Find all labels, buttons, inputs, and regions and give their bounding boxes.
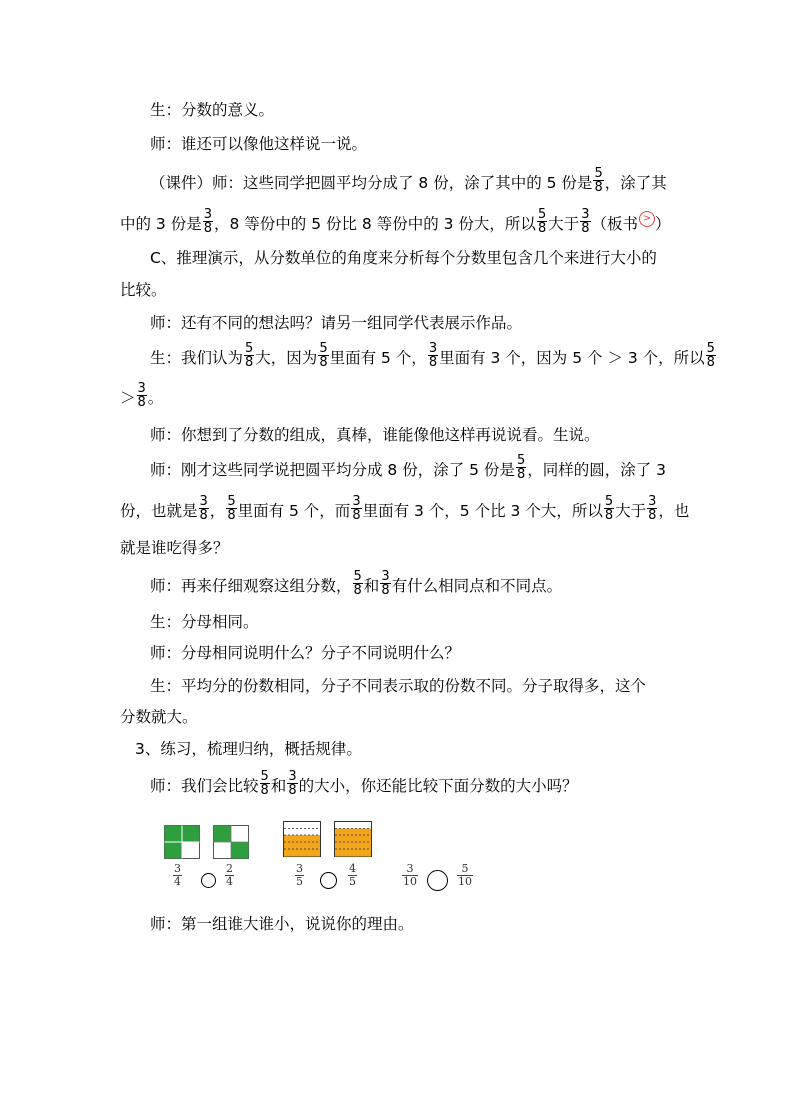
denominator: 8: [137, 395, 146, 410]
text: 里面有 5 个，而: [237, 502, 351, 520]
numerator: 5: [260, 769, 269, 784]
denominator: 8: [245, 355, 254, 370]
line-18: 分数就大。: [120, 708, 198, 726]
text: ，: [209, 502, 226, 520]
numerator: 2: [226, 862, 233, 875]
numerator: 3: [288, 769, 297, 784]
exercise-1-right: [224, 862, 235, 891]
container-three-fifths-figure: [283, 821, 321, 857]
text: ，同样的圆，涂了 3: [527, 461, 667, 479]
fraction-5-8: [244, 342, 254, 369]
denominator: 8: [537, 221, 547, 236]
line-21: 师：第一组谁大谁小，说说你的理由。: [150, 915, 414, 933]
line-10: 师：你想到了分数的组成，真棒，谁能像他这样再说说看。生说。: [150, 426, 600, 444]
denominator: 8: [203, 221, 212, 236]
line-11: [150, 453, 667, 484]
compare-circle-3[interactable]: [427, 870, 448, 891]
numerator: 3: [203, 207, 212, 222]
denominator: 5: [296, 875, 303, 888]
denominator: 10: [403, 875, 417, 888]
text: （板书: [591, 215, 639, 233]
numerator: 5: [537, 207, 547, 222]
line-3: [150, 166, 667, 197]
fraction-3-8: [137, 382, 147, 409]
numerator: 3: [428, 341, 438, 356]
numerator: 5: [457, 863, 473, 876]
denominator: 8: [706, 355, 715, 370]
line-4: [120, 207, 671, 238]
denominator: 8: [199, 508, 208, 523]
text: 和: [270, 777, 287, 795]
line-9: [120, 381, 164, 412]
text: ＞: [120, 389, 136, 407]
denominator: 8: [353, 583, 362, 598]
fraction-5-10: [457, 863, 473, 888]
denominator: 8: [319, 355, 328, 370]
fraction-5-8: [706, 342, 716, 369]
exercise-1-left: [172, 862, 183, 891]
numerator: 5: [353, 569, 362, 584]
compare-circle-1[interactable]: [201, 873, 216, 888]
denominator: 8: [604, 508, 614, 523]
denominator: 8: [648, 508, 657, 523]
numerator: 5: [319, 341, 328, 356]
container-four-fifths-figure: [334, 821, 372, 857]
fraction-3-8: [351, 495, 361, 522]
denominator: 8: [381, 583, 390, 598]
fraction-3-8: [203, 208, 213, 235]
denominator: 4: [226, 875, 233, 888]
line-13: 就是谁吃得多？: [120, 539, 229, 557]
text: ，涂了其: [604, 174, 667, 192]
numerator: 5: [604, 494, 614, 509]
square-two-quarters-figure: [213, 825, 249, 859]
denominator: 8: [288, 783, 297, 798]
text: 。: [147, 389, 164, 407]
numerator: 5: [594, 166, 603, 181]
numerator: 3: [296, 862, 303, 875]
fraction-3-8: [647, 495, 657, 522]
exercise-2-right: [347, 862, 358, 891]
text: 的大小，你还能比较下面分数的大小吗？: [298, 777, 578, 795]
fraction-5-8: [593, 167, 603, 194]
fraction-5-8: [318, 342, 328, 369]
text: 大于: [615, 502, 647, 520]
text: ，也: [658, 502, 690, 520]
text: 里面有 3 个，因为 5 个 ＞ 3 个，所以: [439, 349, 705, 367]
square-three-quarters-figure: [164, 825, 200, 859]
fraction-3-8: [199, 495, 209, 522]
fraction-3-8: [580, 208, 590, 235]
text: ）: [655, 215, 671, 233]
fraction-5-8: [516, 454, 526, 481]
denominator: 8: [352, 508, 361, 523]
line-7: 师：还有不同的想法吗？请另一组同学代表展示作品。: [150, 314, 523, 332]
numerator: 3: [381, 569, 390, 584]
text: 中的 3 份是: [120, 215, 202, 233]
text: 和: [363, 577, 380, 595]
denominator: 5: [349, 875, 356, 888]
line-5: C、推理演示，从分数单位的角度来分析每个分数里包含几个来进行大小的: [150, 249, 657, 267]
fraction-5-8: [260, 770, 270, 797]
numerator: 5: [706, 341, 715, 356]
text: 里面有 5 个，: [329, 349, 427, 367]
text: 生：我们认为: [150, 349, 244, 367]
text: 有什么相同点和不同点。: [391, 577, 563, 595]
text: 份，也就是: [120, 502, 198, 520]
line-19: 3、练习，梳理归纳，概括规律。: [135, 740, 362, 758]
fraction-3-8: [428, 342, 438, 369]
denominator: 8: [516, 467, 526, 482]
line-16: 师：分母相同说明什么？分子不同说明什么？: [150, 644, 461, 662]
line-17: 生：平均分的份数相同，分子不同表示取的份数不同。分子取得多，这个: [150, 677, 647, 695]
board-link-icon[interactable]: >: [639, 211, 655, 227]
line-14: [150, 569, 563, 600]
fraction-3-8: [287, 770, 297, 797]
fraction-3-10: [402, 863, 418, 888]
denominator: 8: [428, 355, 438, 370]
numerator: 5: [227, 494, 236, 509]
line-1: 生：分数的意义。: [150, 101, 275, 119]
exercise-3-right: [456, 862, 474, 891]
fraction-5-8: [353, 570, 363, 597]
text: 里面有 3 个，5 个比 3 个大，所以: [362, 502, 603, 520]
line-8: [150, 341, 717, 372]
denominator: 8: [581, 221, 590, 236]
fraction-4-5: [348, 863, 357, 888]
denominator: 8: [260, 783, 269, 798]
text: 师：再来仔细观察这组分数，: [150, 577, 352, 595]
line-15: 生：分母相同。: [150, 613, 259, 631]
fraction-3-8: [380, 570, 390, 597]
text: ，8 等份中的 5 份比 8 等份中的 3 份大，所以: [214, 215, 536, 233]
numerator: 3: [137, 381, 146, 396]
fraction-2-4: [225, 863, 234, 888]
text: 大于: [548, 215, 580, 233]
fraction-3-4: [173, 863, 182, 888]
denominator: 10: [458, 875, 472, 888]
denominator: 4: [174, 875, 181, 888]
numerator: 5: [245, 341, 254, 356]
fraction-5-8: [226, 495, 236, 522]
line-12: [120, 494, 690, 525]
exercise-2-left: [294, 862, 305, 891]
numerator: 4: [349, 862, 356, 875]
numerator: 3: [402, 863, 418, 876]
line-2: 师：谁还可以像他这样说一说。: [150, 135, 368, 153]
fraction-5-8: [604, 495, 614, 522]
fraction-5-8: [537, 208, 547, 235]
numerator: 3: [648, 494, 657, 509]
numerator: 3: [199, 494, 208, 509]
text: 师：刚才这些同学说把圆平均分成 8 份，涂了 5 份是: [150, 461, 515, 479]
fraction-3-5: [295, 863, 304, 888]
text: 师：我们会比较: [150, 777, 259, 795]
compare-circle-2[interactable]: [320, 872, 337, 889]
denominator: 8: [594, 180, 603, 195]
text: （课件）师：这些同学把圆平均分成了 8 份，涂了其中的 5 份是: [150, 174, 593, 192]
numerator: 3: [352, 494, 361, 509]
numerator: 3: [174, 862, 181, 875]
line-6: 比较。: [120, 281, 167, 299]
numerator: 3: [581, 207, 590, 222]
text: 大，因为: [255, 349, 318, 367]
denominator: 8: [227, 508, 236, 523]
numerator: 5: [516, 453, 526, 468]
line-20: [150, 769, 578, 800]
exercise-3-left: [401, 862, 419, 891]
